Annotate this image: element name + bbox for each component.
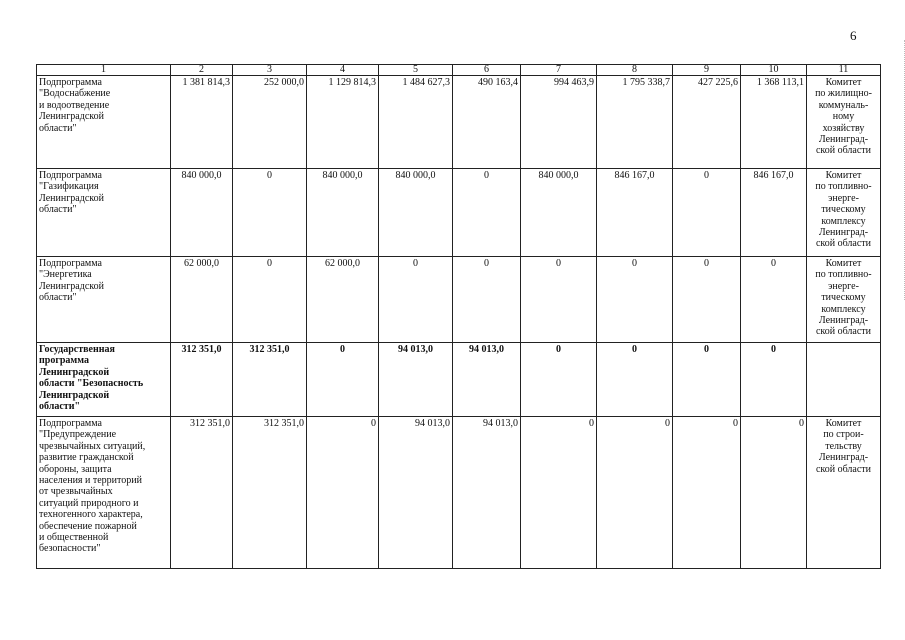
responsible-body-line: ской области (815, 463, 872, 475)
responsible-body-line: по топливно- (815, 269, 872, 281)
responsible-body-line: комплексу (821, 215, 866, 227)
amount-cell-col-4: 0 (307, 343, 379, 417)
column-header: 9 (673, 65, 741, 76)
responsible-body-line: комплексу (821, 303, 866, 315)
responsible-body-line: тельству (825, 440, 862, 452)
column-header: 3 (233, 65, 307, 76)
amount-cell-col-9: 427 225,6 (673, 76, 741, 169)
responsible-body-cell (807, 417, 881, 569)
amount-cell-col-8: 0 (597, 417, 673, 569)
program-name-line: и водоотведение (39, 99, 110, 111)
program-name-line: Ленинградской (39, 366, 110, 378)
scan-edge-mark (901, 40, 905, 300)
amount-cell-col-6: 0 (453, 257, 521, 343)
amount-cell-col-6: 490 163,4 (453, 76, 521, 169)
amount-cell-col-5: 94 013,0 (379, 417, 453, 569)
program-name-line: чрезвычайных ситуаций, (39, 440, 146, 452)
program-name-line: Подпрограмма (39, 418, 102, 429)
amount-cell-col-7: 994 463,9 (521, 76, 597, 169)
responsible-body-line: по жилищно- (815, 88, 872, 100)
amount-cell-col-10: 0 (741, 343, 807, 417)
row-emergency-prevention (37, 417, 881, 569)
amount-cell-col-4: 0 (307, 417, 379, 569)
program-name-line: обороны, защита (39, 463, 112, 475)
amount-cell-col-3: 312 351,0 (233, 343, 307, 417)
column-header: 2 (171, 65, 233, 76)
program-name-cell (37, 76, 171, 169)
column-header: 1 (37, 65, 171, 76)
program-name-line: Ленинградской (39, 111, 104, 123)
responsible-body-line: тическому (821, 204, 866, 216)
amount-cell-col-7: 0 (521, 343, 597, 417)
responsible-body-line: хозяйству (822, 122, 865, 134)
responsible-body-cell (807, 169, 881, 257)
program-name-line: программа (39, 355, 89, 367)
responsible-body-line: Комитет (825, 170, 862, 181)
amount-cell-col-3: 252 000,0 (233, 76, 307, 169)
program-name-line: области" (39, 204, 77, 216)
program-name-line: Ленинградской (39, 389, 110, 401)
amount-cell-col-10: 846 167,0 (741, 169, 807, 257)
amount-cell-col-5: 1 484 627,3 (379, 76, 453, 169)
amount-cell-col-2: 312 351,0 (171, 417, 233, 569)
responsible-body-line: коммуналь- (818, 99, 869, 111)
row-energy (37, 257, 881, 343)
amount-cell-col-4: 62 000,0 (307, 257, 379, 343)
amount-cell-col-3: 0 (233, 169, 307, 257)
amount-cell-col-8: 0 (597, 343, 673, 417)
column-header: 8 (597, 65, 673, 76)
amount-cell-col-9: 0 (673, 169, 741, 257)
amount-cell-col-2: 840 000,0 (171, 169, 233, 257)
program-name-line: Подпрограмма (39, 170, 102, 181)
amount-cell-col-3: 0 (233, 257, 307, 343)
responsible-body-cell (807, 257, 881, 343)
amount-cell-col-8: 1 795 338,7 (597, 76, 673, 169)
amount-cell-col-3: 312 351,0 (233, 417, 307, 569)
responsible-body-line: по топливно- (815, 181, 872, 193)
amount-cell-col-10: 1 368 113,1 (741, 76, 807, 169)
program-name-line: Ленинградской (39, 192, 104, 204)
amount-cell-col-6: 94 013,0 (453, 417, 521, 569)
program-name-line: обеспечение пожарной (39, 520, 137, 532)
amount-cell-col-2: 312 351,0 (171, 343, 233, 417)
responsible-body-line: ской области (815, 145, 872, 157)
column-header: 5 (379, 65, 453, 76)
amount-cell-col-6: 0 (453, 169, 521, 257)
responsible-body-line: энерге- (828, 192, 859, 204)
responsible-body-line: энерге- (828, 280, 859, 292)
column-header: 10 (741, 65, 807, 76)
amount-cell-col-7: 0 (521, 257, 597, 343)
responsible-body-line: по строи- (823, 429, 864, 441)
amount-cell-col-9: 0 (673, 257, 741, 343)
responsible-body-cell (807, 343, 881, 417)
amount-cell-col-10: 0 (741, 417, 807, 569)
program-name-line: и общественной (39, 532, 109, 544)
amount-cell-col-2: 1 381 814,3 (171, 76, 233, 169)
program-name-line: Подпрограмма (39, 258, 102, 269)
row-gasification (37, 169, 881, 257)
responsible-body-line: Комитет (825, 418, 862, 429)
budget-table (36, 64, 881, 569)
program-name-cell (37, 257, 171, 343)
amount-cell-col-9: 0 (673, 417, 741, 569)
amount-cell-col-8: 846 167,0 (597, 169, 673, 257)
responsible-body-line: ному (832, 111, 855, 123)
responsible-body-line: ской области (815, 238, 872, 250)
program-name-line: Ленинградской (39, 280, 104, 292)
program-name-line: безопасности" (39, 543, 101, 555)
program-name-line: техногенного характера, (39, 509, 143, 521)
program-name-line: Государственная (39, 344, 115, 355)
program-name-line: "Газификация (39, 181, 99, 193)
program-name-line: области "Безопасность (39, 378, 144, 390)
amount-cell-col-5: 0 (379, 257, 453, 343)
column-header: 7 (521, 65, 597, 76)
program-name-cell (37, 169, 171, 257)
amount-cell-col-2: 62 000,0 (171, 257, 233, 343)
program-name-line: области" (39, 122, 77, 134)
column-header: 4 (307, 65, 379, 76)
amount-cell-col-5: 94 013,0 (379, 343, 453, 417)
column-number-row (37, 65, 881, 76)
amount-cell-col-7: 0 (521, 417, 597, 569)
amount-cell-col-5: 840 000,0 (379, 169, 453, 257)
column-header: 11 (807, 65, 881, 76)
program-name-cell (37, 417, 171, 569)
program-name-line: Подпрограмма (39, 77, 102, 88)
program-name-line: от чрезвычайных (39, 486, 113, 498)
amount-cell-col-4: 840 000,0 (307, 169, 379, 257)
amount-cell-col-9: 0 (673, 343, 741, 417)
responsible-body-line: Ленинград- (818, 227, 869, 239)
row-state-program-safety (37, 343, 881, 417)
amount-cell-col-8: 0 (597, 257, 673, 343)
responsible-body-line: Ленинград- (818, 134, 869, 146)
program-name-line: ситуаций природного и (39, 497, 139, 509)
program-name-line: "Энергетика (39, 269, 92, 281)
program-name-line: "Водоснабжение (39, 88, 111, 100)
responsible-body-cell (807, 76, 881, 169)
program-name-line: "Предупреждение (39, 429, 117, 441)
responsible-body-line: ской области (815, 326, 872, 338)
page-number: 6 (850, 28, 857, 43)
responsible-body-line: Ленинград- (818, 315, 869, 327)
program-name-line: развитие гражданской (39, 452, 134, 464)
column-header: 6 (453, 65, 521, 76)
amount-cell-col-10: 0 (741, 257, 807, 343)
program-name-line: области" (39, 401, 81, 413)
program-name-line: области" (39, 292, 77, 304)
amount-cell-col-6: 94 013,0 (453, 343, 521, 417)
program-name-cell (37, 343, 171, 417)
responsible-body-line: Комитет (825, 77, 862, 88)
row-water-supply (37, 76, 881, 169)
responsible-body-line: тическому (821, 292, 866, 304)
amount-cell-col-7: 840 000,0 (521, 169, 597, 257)
program-name-line: населения и территорий (39, 475, 142, 487)
responsible-body-line: Комитет (825, 258, 862, 269)
amount-cell-col-4: 1 129 814,3 (307, 76, 379, 169)
responsible-body-line: Ленинград- (818, 452, 869, 464)
